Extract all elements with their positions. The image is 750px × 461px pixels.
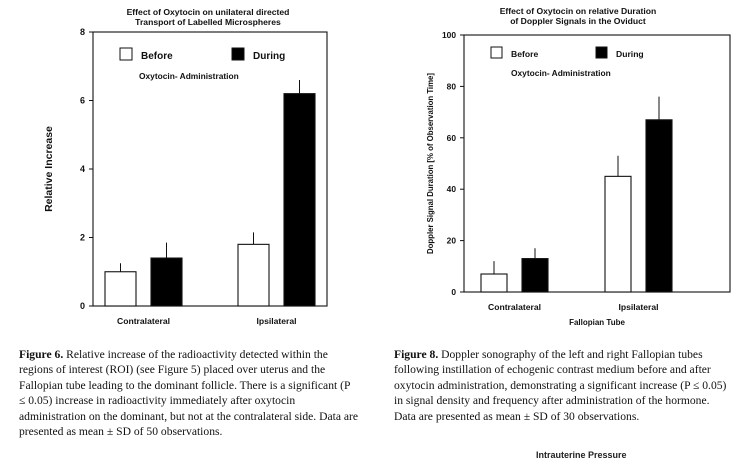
legend-label-before: Before <box>141 51 173 62</box>
y-tick-label: 2 <box>79 232 85 243</box>
bar-before-ipsilateral <box>605 176 631 292</box>
chart-annotation: Oxytocin- Administration <box>511 68 611 78</box>
y-axis-label: Doppler Signal Duration [% of Observation Time] <box>426 73 435 254</box>
x-category-label: Contralateral <box>487 302 542 312</box>
y-tick-label: 8 <box>79 27 85 37</box>
figure-8-caption <box>394 347 734 424</box>
bar-during-contralateral <box>151 258 182 306</box>
figure-6-chart <box>0 0 375 340</box>
y-tick-label: 6 <box>79 95 85 106</box>
figure-6-caption <box>19 347 359 439</box>
next-figure-title-fragment: Intrauterine Pressure <box>536 450 627 460</box>
bar-before-contralateral <box>105 272 136 306</box>
bar-before-contralateral <box>481 274 507 292</box>
figure-6-caption-text: Relative increase of the radioactivity detected within the regions of interest (ROI) (see Figure 5) placed over uterus and the Fallopian tube leading to the dominant follicle. There is a significant (P ≤ 0.05) increase in radioactivity immediately after oxytocin administration on the dominant, but not at the contralateral side. Data are presented as mean ± SD of 50 observations. <box>19 348 359 439</box>
legend-label-during: During <box>253 51 286 62</box>
figure-8-caption-text: Doppler sonography of the left and right Fallopian tubes following instillation of echogenic contrast medium before and after oxytocin administration, demonstrating a significant increase (P ≤ 0.05) in signal density and frequency after administration of the hormone. Data are presented as mean ± SD of 30 observations. <box>394 348 727 423</box>
x-category-label: Ipsilateral <box>618 302 659 312</box>
legend-swatch-during <box>596 47 607 58</box>
chart-title-line: Transport of Labelled Microspheres <box>135 17 281 27</box>
figure-8-caption-label: Figure 8. <box>394 348 439 361</box>
y-tick-label: 100 <box>442 30 456 40</box>
y-tick-label: 80 <box>446 81 456 92</box>
chart-title-line: Effect of Oxytocin on relative Duration <box>499 6 657 16</box>
bar-during-ipsilateral <box>284 94 315 306</box>
chart-annotation: Oxytocin- Administration <box>139 71 239 81</box>
bar-during-ipsilateral <box>646 120 672 292</box>
y-tick-label: 0 <box>79 301 85 311</box>
bar-during-contralateral <box>522 259 548 292</box>
figure-6-caption-label: Figure 6. <box>19 348 64 361</box>
legend-swatch-before <box>120 48 132 60</box>
y-tick-label: 60 <box>446 132 456 143</box>
y-tick-label: 4 <box>79 164 85 174</box>
y-tick-label: 20 <box>446 235 456 246</box>
x-category-label: Contralateral <box>116 316 171 326</box>
bar-before-ipsilateral <box>238 244 269 306</box>
chart-title-line: of Doppler Signals in the Oviduct <box>510 16 646 26</box>
legend-swatch-before <box>491 47 502 58</box>
legend-swatch-during <box>232 48 244 60</box>
figure-8-chart <box>375 0 750 340</box>
y-tick-label: 40 <box>446 184 456 195</box>
chart-title-line: Effect of Oxytocin on unilateral directed <box>126 7 290 17</box>
legend-label-before: Before <box>511 49 539 59</box>
legend-label-during: During <box>616 49 644 59</box>
y-tick-label: 0 <box>451 287 456 297</box>
y-axis-label: Relative Increase <box>43 126 55 212</box>
x-axis-label: Fallopian Tube <box>569 318 625 327</box>
x-category-label: Ipsilateral <box>256 316 297 326</box>
